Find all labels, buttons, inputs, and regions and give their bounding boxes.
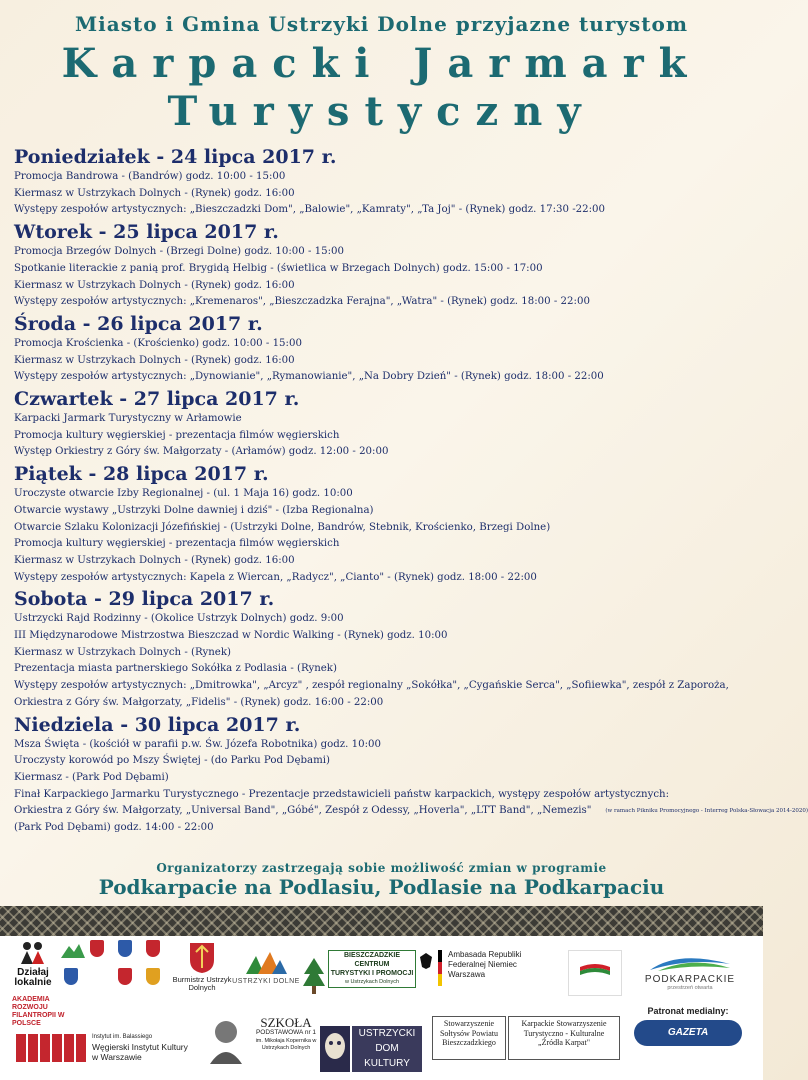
- gminy-crests: [60, 938, 170, 1010]
- bctip-line1: BIESZCZADZKIE: [344, 952, 400, 959]
- crest-icon: [118, 940, 132, 957]
- bctip-logo: [302, 950, 414, 1006]
- event-line: Uroczyste otwarcie Izby Regionalnej - (ul. 1 Maja 16) godz. 10:00: [14, 488, 353, 500]
- event-line: Prezentacja miasta partnerskiego Sokółka z Podlasia - (Rynek): [14, 663, 337, 675]
- page-title-line2: Turystyczny: [167, 88, 596, 135]
- event-line: Kiermasz w Ustrzykach Dolnych - (Rynek) godz. 16:00: [14, 554, 295, 566]
- event-line: Otwarcie Szlaku Kolonizacji Józefińskiej - (Ustrzyki Dolne, Bandrów, Stebnik, Krościenko, Brzegi Dolne): [14, 521, 551, 533]
- day-title: Piątek - 28 lipca 2017 r.: [14, 463, 269, 486]
- ambasada-label: Ambasada Republiki Federalnej Niemiec Warszawa: [448, 950, 522, 979]
- event-line: Występy zespołów artystycznych: Kapela z Wiercan, „Radycz", „Cianto" - (Rynek) godz. 18:00 - 22:00: [14, 571, 537, 583]
- podkarpackie-sub: przestrzeń otwarta: [667, 985, 713, 991]
- burmistrz-label: Burmistrz Ustrzyk Dolnych: [172, 975, 232, 992]
- eagle-icon: [418, 952, 434, 970]
- patronat-label: Patronat medialny:: [647, 1006, 729, 1016]
- gazeta-logo: GAZETA BIESZCZADZKA: [634, 1020, 742, 1046]
- szkola-line3: im. Mikołaja Kopernika w Ustrzykach Dolnych: [255, 1038, 317, 1051]
- event-line: Występy zespołów artystycznych: „Bieszczadzki Dom", „Balowie", „Kamraty", „Ta Joj" - (Rynek) godz. 17:30 -22:00: [14, 204, 606, 216]
- ustrzyki-label: USTRZYKI DOLNE: [232, 978, 300, 985]
- event-line: Kiermasz w Ustrzykach Dolnych - (Rynek): [14, 646, 231, 658]
- bctip-box: [328, 950, 416, 988]
- wegierski-line3: w Warszawie: [92, 1052, 142, 1062]
- dom-kultury-logo: [320, 1026, 424, 1072]
- event-line: Finał Karpackiego Jarmarku Turystycznego - Prezentacje przedstawicieli państw karpackich, występy zespołów artystycznych:: [14, 788, 670, 800]
- interreg-note: (w ramach Pikniku Promocyjnego - Interreg Polska-Słowacja 2014-2020): [605, 808, 808, 815]
- dom-kultury-line3: KULTURY: [364, 1058, 410, 1069]
- copernicus-icon: [206, 1016, 246, 1066]
- pattern-icon: [16, 1034, 86, 1062]
- day-friday: [14, 462, 754, 586]
- event-line: Występy zespołów artystycznych: „Dynowianie", „Rymanowianie", „Na Dobry Dzień" - (Rynek) godz. 18:00 - 22:00: [14, 371, 604, 383]
- flags-wave-icon: [578, 961, 612, 979]
- wegierski-line1: Instytut im. Balassiego: [92, 1034, 153, 1040]
- dom-kultury-text: [352, 1026, 422, 1072]
- event-line: Promocja Brzegów Dolnych - (Brzegi Dolne) godz. 10:00 - 15:00: [14, 246, 345, 258]
- event-line: Otwarcie wystawy „Ustrzyki Dolne dawniej i dziś" - (Izba Regionalna): [14, 504, 374, 516]
- event-text: Orkiestra z Góry św. Małgorzaty, „Universal Band", „Góbé", Zespół z Odessy, „Hoverla", „LTT Band", „Nemezis": [14, 805, 592, 817]
- crest-icon: [64, 968, 78, 985]
- soltysi-label: Stowarzyszenie Sołtysów Powiatu Bieszczadzkiego: [439, 1019, 498, 1047]
- folk-pattern-band: [0, 906, 763, 936]
- crest-icon: [146, 968, 160, 985]
- day-title: Wtorek - 25 lipca 2017 r.: [14, 221, 279, 244]
- bctip-line3: TURYSTYKI I PROMOCJI: [330, 970, 414, 977]
- podkarpackie-label: PODKARPACKIE: [644, 974, 736, 985]
- ambasada-logo: [418, 948, 554, 1000]
- page-subtitle: Miasto i Gmina Ustrzyki Dolne przyjazne turystom: [75, 12, 688, 36]
- bieszczady-icon: [60, 940, 86, 960]
- city-crest-icon: [189, 942, 215, 974]
- event-line: Karpacki Jarmark Turystyczny w Arłamowie: [14, 413, 242, 425]
- event-line: Występ Orkiestry z Góry św. Małgorzaty - (Arłamów) godz. 12:00 - 20:00: [14, 446, 389, 458]
- bctip-line4: w Ustrzykach Dolnych: [344, 979, 400, 985]
- tagline: Podkarpacie na Podlasiu, Podlasie na Podkarpaciu: [98, 875, 665, 899]
- event-line: Uroczysty korowód po Mszy Świętej - (do Parku Pod Dębami): [14, 755, 330, 767]
- crest-icon: [118, 968, 132, 985]
- mask-icon: [320, 1026, 350, 1072]
- program-schedule: [14, 144, 808, 837]
- day-monday: [14, 145, 754, 219]
- event-line: Msza Święta - (kościół w parafii p.w. Św. Józefa Robotnika) godz. 10:00: [14, 738, 381, 750]
- event-line: Promocja Bandrowa - (Bandrów) godz. 10:00 - 15:00: [14, 171, 286, 182]
- page-title-line1: Karpacki Jarmark: [61, 40, 702, 87]
- crest-icon: [146, 940, 160, 957]
- tree-icon: [302, 956, 326, 996]
- podkarpackie-logo: [636, 950, 744, 991]
- event-line: Promocja kultury węgierskiej - prezentacja filmów węgierskich: [14, 538, 340, 550]
- day-title: Czwartek - 27 lipca 2017 r.: [14, 388, 300, 411]
- people-icon: [18, 940, 48, 966]
- day-title: Niedziela - 30 lipca 2017 r.: [14, 713, 301, 736]
- day-title: Środa - 26 lipca 2017 r.: [14, 312, 263, 335]
- event-line: III Międzynarodowe Mistrzostwa Bieszczad w Nordic Walking - (Rynek) godz. 10:00: [14, 630, 448, 642]
- zrodla-label: Karpackie Stowarzyszenie Turystyczno - Kulturalne „Źródła Karpat": [521, 1019, 607, 1047]
- szkola-line1: SZKOŁA: [260, 1015, 312, 1030]
- day-saturday: [14, 587, 754, 711]
- burmistrz-logo: [172, 942, 232, 992]
- hills-icon: [648, 950, 732, 972]
- szkola-logo: [206, 1010, 324, 1072]
- event-line: Kiermasz w Ustrzykach Dolnych - (Rynek) godz. 16:00: [14, 279, 295, 291]
- event-line: Kiermasz - (Park Pod Dębami): [14, 771, 169, 783]
- polsko-wegierski-logo: [568, 950, 622, 996]
- dom-kultury-line1: USTRZYCKI: [358, 1028, 416, 1039]
- bctip-line2: CENTRUM: [354, 961, 390, 968]
- soltysi-logo: [432, 1016, 506, 1060]
- wegierski-text: [92, 1032, 206, 1062]
- day-thursday: [14, 387, 754, 461]
- akademia-label: AKADEMIA ROZWOJU FILANTROPII W POLSCE: [12, 996, 65, 1027]
- event-line: Kiermasz w Ustrzykach Dolnych - (Rynek) godz. 16:00: [14, 187, 295, 199]
- crest-icon: [90, 940, 104, 957]
- ustrzyki-dolne-logo: [232, 948, 300, 985]
- mountains-icon: [244, 948, 288, 976]
- sponsor-logos: [0, 936, 763, 1080]
- wegierski-instytut-logo: [16, 1032, 206, 1068]
- dzialaj-label: Działaj lokalnie: [14, 967, 52, 988]
- day-sunday: [14, 713, 808, 837]
- day-tuesday: [14, 220, 754, 311]
- event-line: Ustrzycki Rajd Rodzinny - (Okolice Ustrzyk Dolnych) godz. 9:00: [14, 613, 344, 625]
- event-line: Promocja Krościenka - (Krościenko) godz. 10:00 - 15:00: [14, 337, 302, 349]
- day-wednesday: [14, 312, 754, 386]
- event-line: Spotkanie literackie z panią prof. Brygidą Helbig - (świetlica w Brzegach Dolnych) godz. 15:00 - 17:00: [14, 262, 543, 274]
- dzialaj-lokalnie-logo: [12, 940, 54, 992]
- zrodla-karpat-logo: [508, 1016, 620, 1060]
- szkola-line2: PODSTAWOWA nr 1: [255, 1029, 317, 1036]
- szkola-text: [248, 1015, 324, 1052]
- day-title: Poniedziałek - 24 lipca 2017 r.: [14, 146, 337, 168]
- patronat-medialny: [626, 1006, 750, 1064]
- dom-kultury-line2: DOM: [375, 1043, 399, 1054]
- event-line: Występy zespołów artystycznych: „Kremenaros", „Bieszczadzka Ferajna", „Watra" - (Rynek) godz. 18:00 - 22:00: [14, 296, 590, 308]
- disclaimer: Organizatorzy zastrzegają sobie możliwość zmian w programie: [156, 861, 607, 875]
- event-line: [14, 803, 808, 820]
- event-line: (Park Pod Dębami) godz. 14:00 - 22:00: [14, 822, 214, 834]
- event-line: Orkiestra z Góry św. Małgorzaty, „Fidelis" - (Rynek) godz. 16:00 - 22:00: [14, 696, 384, 708]
- de-flag-icon: [438, 950, 442, 986]
- event-line: Występy zespołów artystycznych: „Dmitrowka", „Arcyz" , zespół regionalny „Sokółka", „Cygańskie Serca", „Sofiiewka", zespół z Zaporoża,: [14, 680, 729, 692]
- day-title: Sobota - 29 lipca 2017 r.: [14, 588, 275, 611]
- event-line: Kiermasz w Ustrzykach Dolnych - (Rynek) godz. 16:00: [14, 354, 295, 366]
- wegierski-line2: Węgierski Instytut Kultury: [92, 1042, 188, 1052]
- event-line: Promocja kultury węgierskiej - prezentacja filmów węgierskich: [14, 429, 340, 441]
